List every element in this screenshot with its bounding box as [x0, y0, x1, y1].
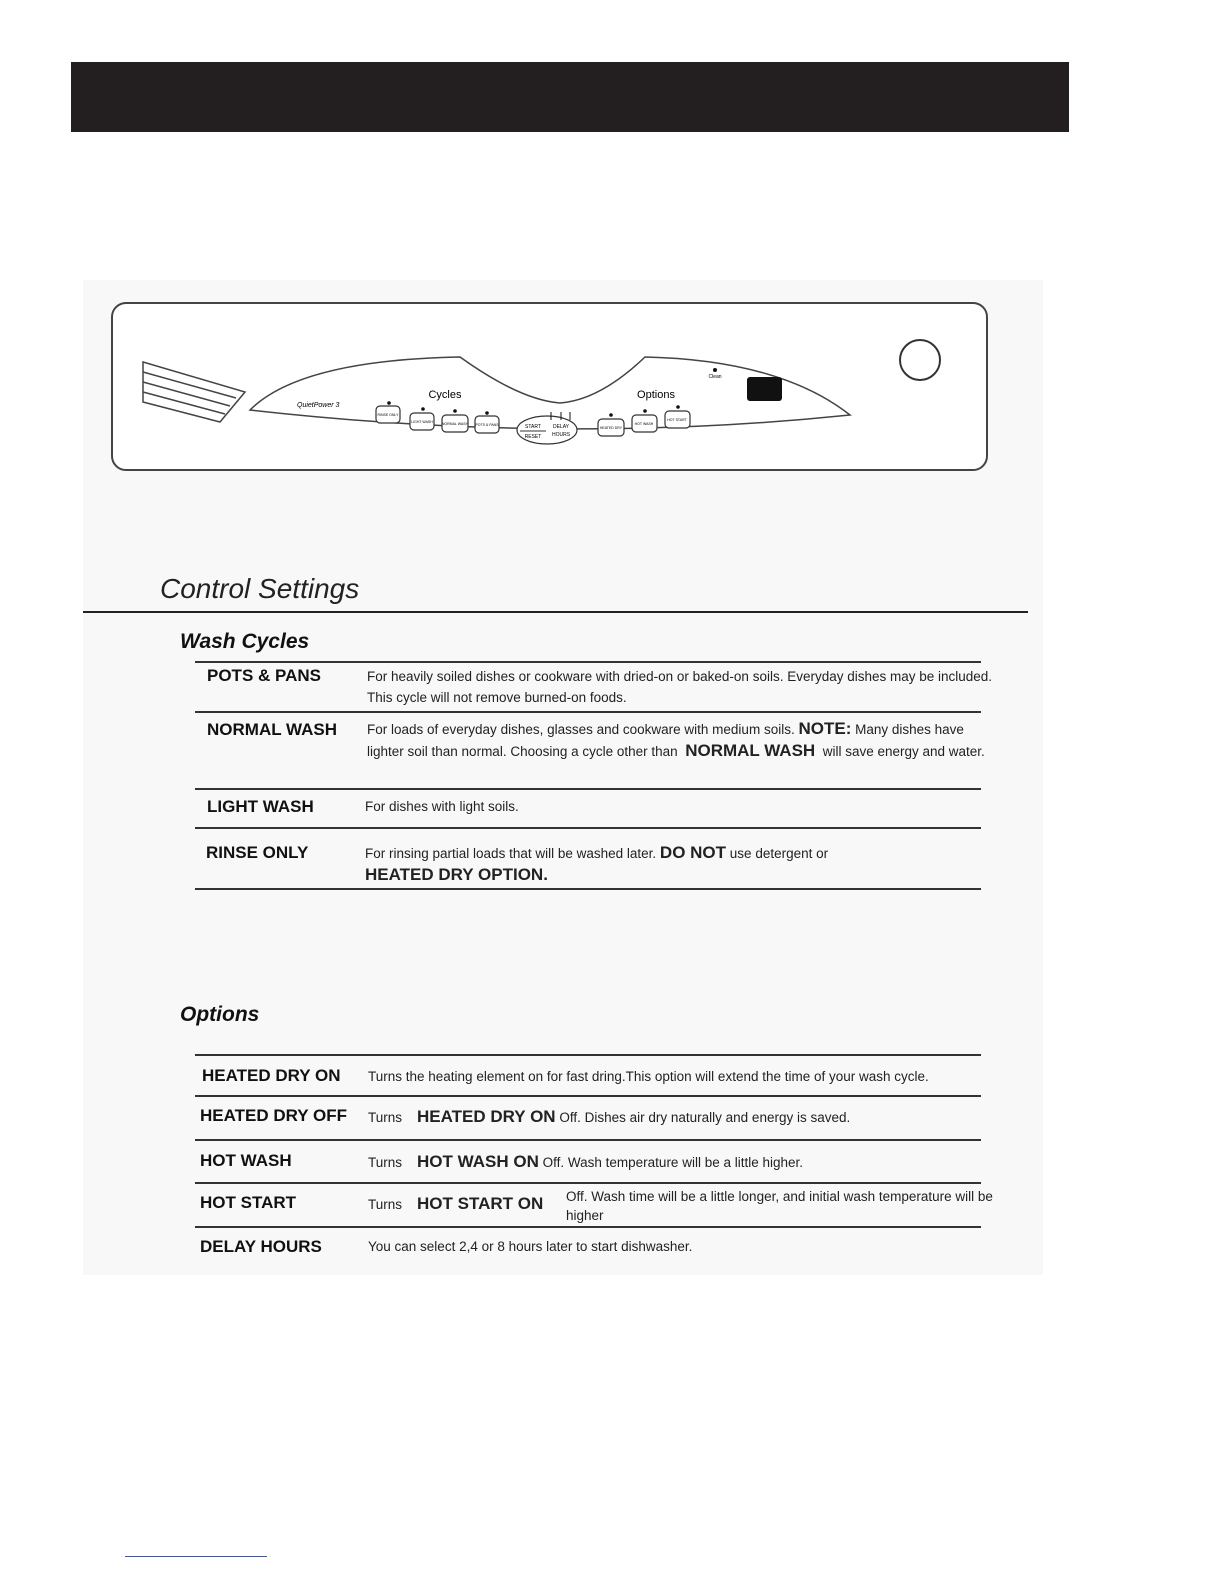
options-label: Options: [637, 389, 675, 401]
divider: [195, 1139, 981, 1141]
option-label: HEATED DRY ON: [202, 1066, 341, 1085]
option-label: HEATED DRY OFF: [200, 1106, 348, 1125]
button-label: NORMAL WASH: [441, 422, 469, 426]
power-button: [900, 340, 940, 380]
divider: [195, 1226, 981, 1228]
footer-underline: [125, 1556, 267, 1557]
cycle-description: For heavily soiled dishes or cookware with dried-on or baked-on soils. Everyday dishes may be included. This cycle will not remove burned-on foods.: [367, 669, 993, 705]
hours-label: HOURS: [551, 432, 571, 438]
button-label: LIGHT WASH: [411, 420, 433, 424]
option-description: You can select 2,4 or 8 hours later to start dishwasher.: [368, 1239, 693, 1254]
cycles-label: Cycles: [428, 389, 462, 401]
cycle-label: RINSE ONLY: [206, 843, 309, 862]
cycle-description: For rinsing partial loads that will be washed later. DO NOT use detergent or HEATED DRY OPTION.: [365, 843, 829, 884]
cycle-description: For dishes with light soils.: [365, 799, 519, 814]
divider: [195, 1054, 981, 1056]
cycle-label: LIGHT WASH: [207, 797, 314, 816]
cycle-label: NORMAL WASH: [207, 720, 338, 739]
option-description: Off. Wash time will be a little longer, and initial wash temperature will be higher: [566, 1189, 993, 1223]
option-label: DELAY HOURS: [200, 1237, 322, 1256]
delay-label: DELAY: [552, 424, 570, 430]
reset-label: RESET: [524, 434, 542, 440]
divider: [195, 788, 981, 790]
page-title: Control Settings: [160, 573, 360, 604]
cycle-description: For loads of everyday dishes, glasses and cookware with medium soils. NOTE: Many dishes have lighter soil than normal. Choosing a cycle other than NORMAL WASH will save energy and water.: [367, 719, 985, 760]
option-description: Turns HOT START ON: [368, 1194, 544, 1213]
display: [747, 377, 782, 401]
button-label: POTS & PANS: [475, 423, 499, 427]
cycle-label: POTS & PANS: [207, 666, 321, 685]
option-description: Turns the heating element on for fast dring.This option will extend the time of your wash cycle.: [368, 1069, 929, 1084]
divider: [195, 1095, 981, 1097]
header-bar: [71, 62, 1069, 132]
wash-cycles-heading: Wash Cycles: [180, 630, 310, 653]
option-description: Turns HEATED DRY ON Off. Dishes air dry naturally and energy is saved.: [368, 1107, 851, 1126]
divider: [195, 1182, 981, 1184]
button-label: HOT START: [667, 418, 687, 422]
start-label: START: [525, 424, 541, 430]
divider: [195, 888, 981, 890]
button-label: HEATED DRY: [599, 426, 623, 430]
clean-indicator-label: Clean: [708, 374, 722, 380]
button-label: HOT WASH: [634, 422, 654, 426]
options-heading: Options: [180, 1003, 260, 1026]
control-panel-diagram: [100, 295, 1000, 480]
option-label: HOT WASH: [200, 1151, 292, 1170]
button-label: RINSE ONLY: [377, 413, 399, 417]
option-label: HOT START: [200, 1193, 297, 1212]
divider: [83, 611, 1028, 613]
option-description: Turns HOT WASH ON Off. Wash temperature will be a little higher.: [368, 1152, 804, 1171]
divider: [195, 711, 981, 713]
divider: [195, 661, 981, 663]
brand-label: QuietPower 3: [297, 402, 340, 409]
divider: [195, 827, 981, 829]
